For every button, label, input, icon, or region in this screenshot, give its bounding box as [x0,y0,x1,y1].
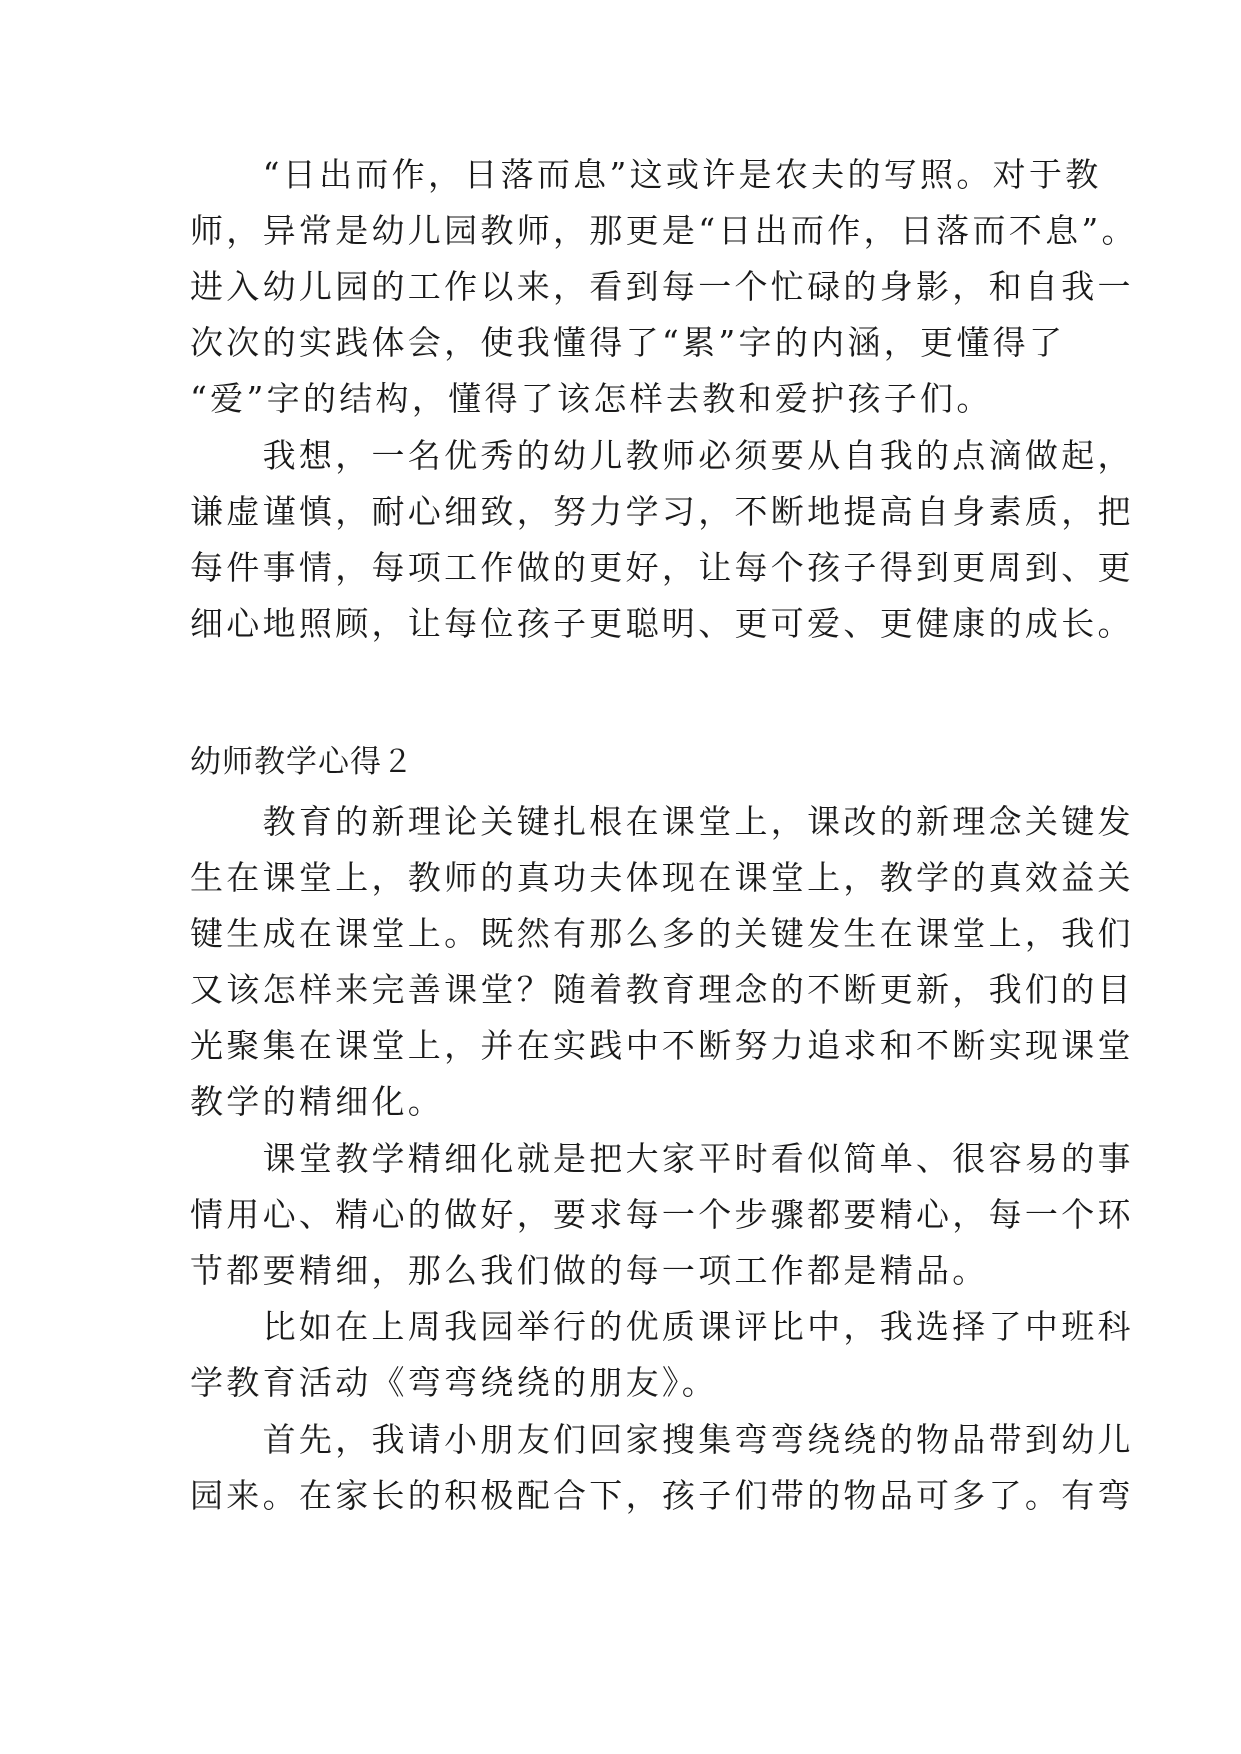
paragraph-line: “爱”字的结构，懂得了该怎样去教和爱护孩子们。 [190,379,993,418]
paragraph-line: 情用心、精心的做好，要求每一个步骤都要精心，每一个环 [190,1195,1134,1234]
paragraph-line: 细心地照顾，让每位孩子更聪明、更可爱、更健康的成长。 [190,604,1134,643]
paragraph-line: 比如在上周我园举行的优质课评比中，我选择了中班科 [190,1307,1134,1346]
paragraph-line: “日出而作，日落而息”这或许是农夫的写照。对于教 [190,155,1102,194]
paragraph-line: 教学的精细化。 [190,1082,445,1121]
paragraph-line: 次次的实践体会，使我懂得了“累”字的内涵，更懂得了 [190,323,1066,362]
paragraph-line: 师，异常是幼儿园教师，那更是“日出而作，日落而不息”。 [190,211,1138,250]
paragraph-line: 光聚集在课堂上，并在实践中不断努力追求和不断实现课堂 [190,1026,1134,1065]
paragraph-line: 节都要精细，那么我们做的每一项工作都是精品。 [190,1251,989,1290]
paragraph-line: 又该怎样来完善课堂？随着教育理念的不断更新，我们的目 [190,970,1134,1009]
paragraph-line: 园来。在家长的积极配合下，孩子们带的物品可多了。有弯 [190,1476,1134,1515]
section-heading: 幼师教学心得２ [190,744,414,780]
paragraph-line: 进入幼儿园的工作以来，看到每一个忙碌的身影，和自我一 [190,267,1134,306]
paragraph-line: 教育的新理论关键扎根在课堂上，课改的新理念关键发 [190,802,1134,841]
paragraph-line: 每件事情，每项工作做的更好，让每个孩子得到更周到、更 [190,548,1134,587]
paragraph-line: 学教育活动《弯弯绕绕的朋友》。 [190,1363,718,1402]
paragraph-line: 课堂教学精细化就是把大家平时看似简单、很容易的事 [190,1139,1134,1178]
paragraph-line: 首先，我请小朋友们回家搜集弯弯绕绕的物品带到幼儿 [190,1420,1134,1459]
paragraph-line: 键生成在课堂上。既然有那么多的关键发生在课堂上，我们 [190,914,1134,953]
paragraph-line: 谦虚谨慎，耐心细致，努力学习，不断地提高自身素质，把 [190,492,1134,531]
paragraph-line: 我想，一名优秀的幼儿教师必须要从自我的点滴做起， [190,436,1134,475]
paragraph-line: 生在课堂上，教师的真功夫体现在课堂上，教学的真效益关 [190,858,1134,897]
